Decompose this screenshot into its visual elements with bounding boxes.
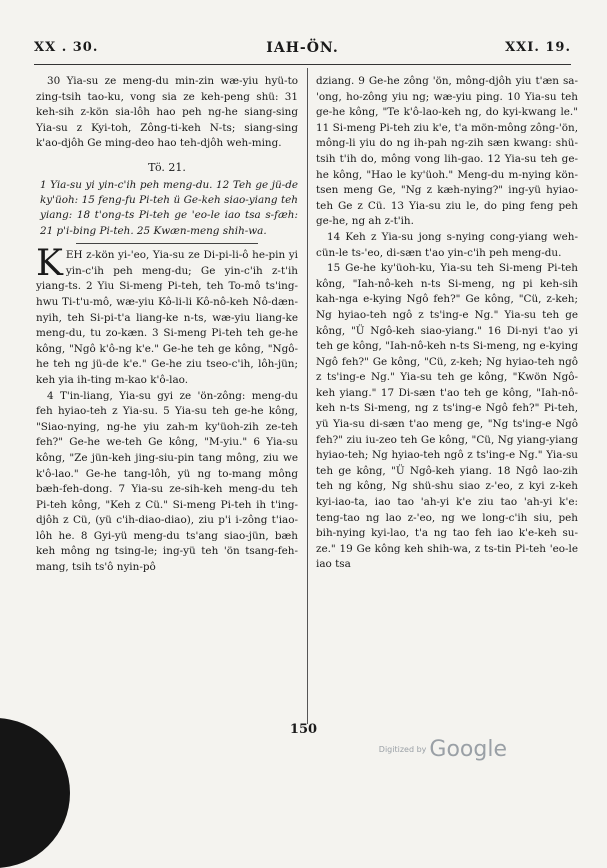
verse-paragraph-opening: [36, 243, 298, 388]
chapter-summary: 1 Yia-su yi yin-c'ih peh meng-du. 12 Teh ge jü-de ky'üoh: 15 feng-fu Pi-teh ü Ge-keh siao-yiang teh yiang: 18 t'ong-ts Pi-teh ge 'eo-le iao tsa s-fæh: 21 p'i-bing Pi-teh. 25 Kwæn-meng shih-wa.: [40, 178, 298, 237]
column-divider: [307, 68, 308, 724]
google-logo: Google: [429, 737, 507, 762]
header-book-title: IAH-ÖN.: [266, 40, 339, 56]
header-chapter-right: XXI. 19.: [505, 40, 571, 55]
scan-shadow-corner: [0, 718, 70, 868]
verse-paragraph: dziang. 9 Ge-he zông 'ön, mông-djôh yiu t'æn sa-'ong, ho-zông yiu ng; wæ-yiu ping. 10 Yia-su teh ge-he kông, "Te k'ô-lao-keh ng, do kyi-kwang le." 11 Si-meng Pi-teh ziu k'e, t'a mön-mông zông-'ön, mông-li yiu do ng ih-pah ng-zih sæn kwang: shü-tsih t'ih do, mông vong lih-gao. 12 Yia-su teh ge-he kông, "Hao le ky'üoh." Meng-du m-nying kön-tsen meng Ge, "Ng z kæh-nying?" ing-yü hyiao-teh Ge z Cü. 13 Yia-su ziu le, do ping feng peh ge-he, ng ah z-t'ih.: [316, 75, 578, 228]
chapter-heading: Tö. 21.: [148, 160, 186, 174]
left-column: [36, 74, 298, 576]
running-header: [34, 40, 571, 62]
verse-paragraph: 14 Keh z Yia-su jong s-nying cong-yiang weh-cün-le ts-'eo, di-sæn t'ao yin-c'ih peh meng-du.: [316, 230, 578, 259]
header-chapter-left: XX . 30.: [34, 40, 99, 55]
verse-paragraph: 15 Ge-he ky'üoh-ku, Yia-su teh Si-meng Pi-teh kông, "Iah-nô-keh n-ts Si-meng, ng pi keh-sih kah-nga e-kying Ngô feh?" Ge kông, "Cü, z-keh; Ng hyiao-teh ngô z ts'ing-e Ng." Yia-su teh ge kông, "Ü Ngô-keh siao-yiang." 16 Di-nyi t'ao yi teh ge kông, "Iah-nô-keh n-ts Si-meng, ng e-kying Ngô feh?" Ge kông, "Cü, z-keh; Ng hyiao-teh ngô z ts'ing-e Ng." Yia-su teh ge kông, "Kwön Ngô-keh yiang." 17 Di-sæn t'ao teh ge kông, "Iah-nô-keh n-ts Si-meng, ng z ts'ing-e Ngô feh?" Pi-teh, yü Yia-su di-sæn t'ao meng ge, "Ng ts'ing-e Ngô feh?" ziu iu-zeo teh Ge kông, "Cü, Ng yiang-yiang hyiao-teh; Ng hyiao-teh ngô z ts'ing-e Ng." Yia-su teh ge kông, "Ü Ngô-keh yiang. 18 Ngô lao-zih teh ng kông, Ng shü-shu siao z-'eo, z kyi z-keh kyi-iao-ta, iao tao 'ah-yi k'e ziu tao 'ah-yi k'e: teng-tao ng lao z-'eo, ng we long-c'ih siu, peh bih-nying kyi-lao, t'a ng tao feh iao k'e-keh su-ze." 19 Ge kông keh shih-wa, z ts-tin Pi-teh 'eo-le iao tsa: [316, 262, 578, 571]
summary-rule: [76, 243, 258, 244]
verse-paragraph: 4 T'in-liang, Yia-su gyi ze 'ön-zông: meng-du feh hyiao-teh z Yia-su. 5 Yia-su teh ge-he kông, "Siao-nying, ng-he yiu zah-m ky'üoh-zih ze-teh feh?" Ge-he we-teh Ge kông, "M-yiu." 6 Yia-su kông, "Ze jün-keh jing-siu-pin tang mông, ziu we k'ô-lao." Ge-he tang-lôh, yü ng to-mang mông bæh-feh-dong. 7 Yia-su ze-sih-keh meng-du teh Pi-teh kông, "Keh z Cü." Si-meng Pi-teh ih t'ing-djôh z Cü, (yü c'ih-diao-diao), ziu p'i i-zông t'iao-lôh he. 8 Gyi-yü meng-du ts'ang siao-jün, bæh keh mông ng tsing-le; ing-yü teh 'ön tsang-feh-mang, tsih ts'ô nyin-pô: [36, 389, 298, 574]
page-number: 150: [289, 722, 318, 737]
right-column: [316, 74, 578, 573]
digitized-label: Digitized by: [378, 745, 427, 754]
google-watermark: [379, 737, 507, 762]
header-rule: [34, 64, 571, 65]
verse-paragraph: 30 Yia-su ze meng-du min-zin wæ-yiu hyü-to zing-tsih tao-ku, vong sia ze keh-peng shü: 31 keh-sih z-kön sia-lôh hao peh ng-he siang-sing Yia-su z Kyi-toh, Zông-ti-keh N-ts; siang-sing k'ao-djôh Ge ming-deo hao teh-djôh weh-ming.: [36, 75, 298, 150]
drop-cap: K: [36, 243, 63, 285]
verse-text: EH z-kön yi-'eo, Yia-su ze Di-pi-li-ô he-pin yi yin-c'ih peh meng-du; Ge yin-c'ih z-t'ih yiang-ts. 2 Yiu Si-meng Pi-teh, teh To-mô ts'ing-hwu Ti-t'u-mô, wæ-yiu Kô-li-li Kô-nô-keh Nô-dæn-nyih, teh Si-pi-t'a liang-ke n-ts, wæ-yiu liang-ke meng-du, tu zo-kæn. 3 Si-meng Pi-teh teh ge-he kông, "Ngô k'ô-ng k'e." Ge-he teh ge kông, "Ngô-he teh ng jü-de k'e." Ge-he ziu tseo-c'ih, lôh-jün; keh yia ih-ting m-kao k'ô-lao.: [36, 249, 298, 386]
